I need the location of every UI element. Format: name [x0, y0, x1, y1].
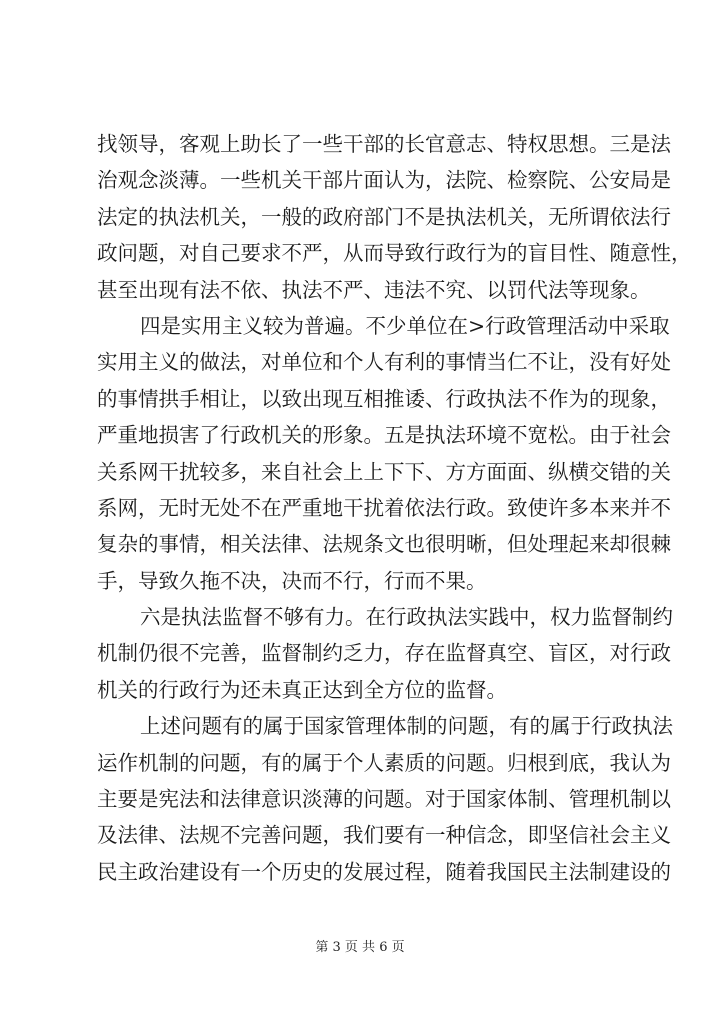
text-line: 机制仍很不完善，监督制约乏力，存在监督真空、盲区，对行政 — [97, 641, 671, 666]
page-number-footer: 第 3 页 共 6 页 — [315, 940, 405, 955]
text-line: 的事情拱手相让，以致出现互相推诿、行政执法不作为的现象， — [97, 386, 671, 411]
text-line: 手，导致久拖不决，决而不行，行而不果。 — [97, 568, 487, 593]
text-line: 严重地损害了行政机关的形象。五是执法环境不宽松。由于社会 — [97, 423, 671, 448]
text-line: 治观念淡薄。一些机关干部片面认为，法院、检察院、公安局是 — [97, 168, 671, 193]
text-line: 系网，无时无处不在严重地干扰着依法行政。致使许多本来并不 — [97, 495, 671, 520]
text-line: 法定的执法机关，一般的政府部门不是执法机关，无所谓依法行 — [97, 204, 671, 229]
document-body — [97, 126, 692, 890]
text-line: 机关的行政行为还未真正达到全方位的监督。 — [97, 677, 507, 702]
text-line: 甚至出现有法不依、执法不严、违法不究、以罚代法等现象。 — [97, 277, 651, 302]
text-line: 主要是宪法和法律意识淡薄的问题。对于国家体制、管理机制以 — [97, 787, 671, 812]
paragraph-first-line: 上述问题有的属于国家管理体制的问题，有的属于行政执法 — [140, 714, 673, 739]
paragraph-first-line: 四是实用主义较为普遍。不少单位在>行政管理活动中采取 — [140, 313, 670, 338]
text-line: 复杂的事情，相关法律、法规条文也很明晰，但处理起来却很棘 — [97, 532, 671, 557]
paragraph-first-line: 六是执法监督不够有力。在行政执法实践中，权力监督制约 — [140, 605, 673, 630]
text-line: 运作机制的问题，有的属于个人素质的问题。归根到底，我认为 — [97, 750, 671, 775]
text-line: 关系网干扰较多，来自社会上上下下、方方面面、纵横交错的关 — [97, 459, 671, 484]
text-line: 找领导，客观上助长了一些干部的长官意志、特权思想。三是法 — [97, 132, 671, 156]
text-line: 实用主义的做法，对单位和个人有利的事情当仁不让，没有好处 — [97, 350, 671, 375]
text-line: 政问题，对自己要求不严，从而导致行政行为的盲目性、随意性， — [97, 241, 692, 266]
text-line: 民主政治建设有一个历史的发展过程，随着我国民主法制建设的 — [97, 859, 671, 884]
text-line: 及法律、法规不完善问题，我们要有一种信念，即坚信社会主义 — [97, 823, 671, 848]
